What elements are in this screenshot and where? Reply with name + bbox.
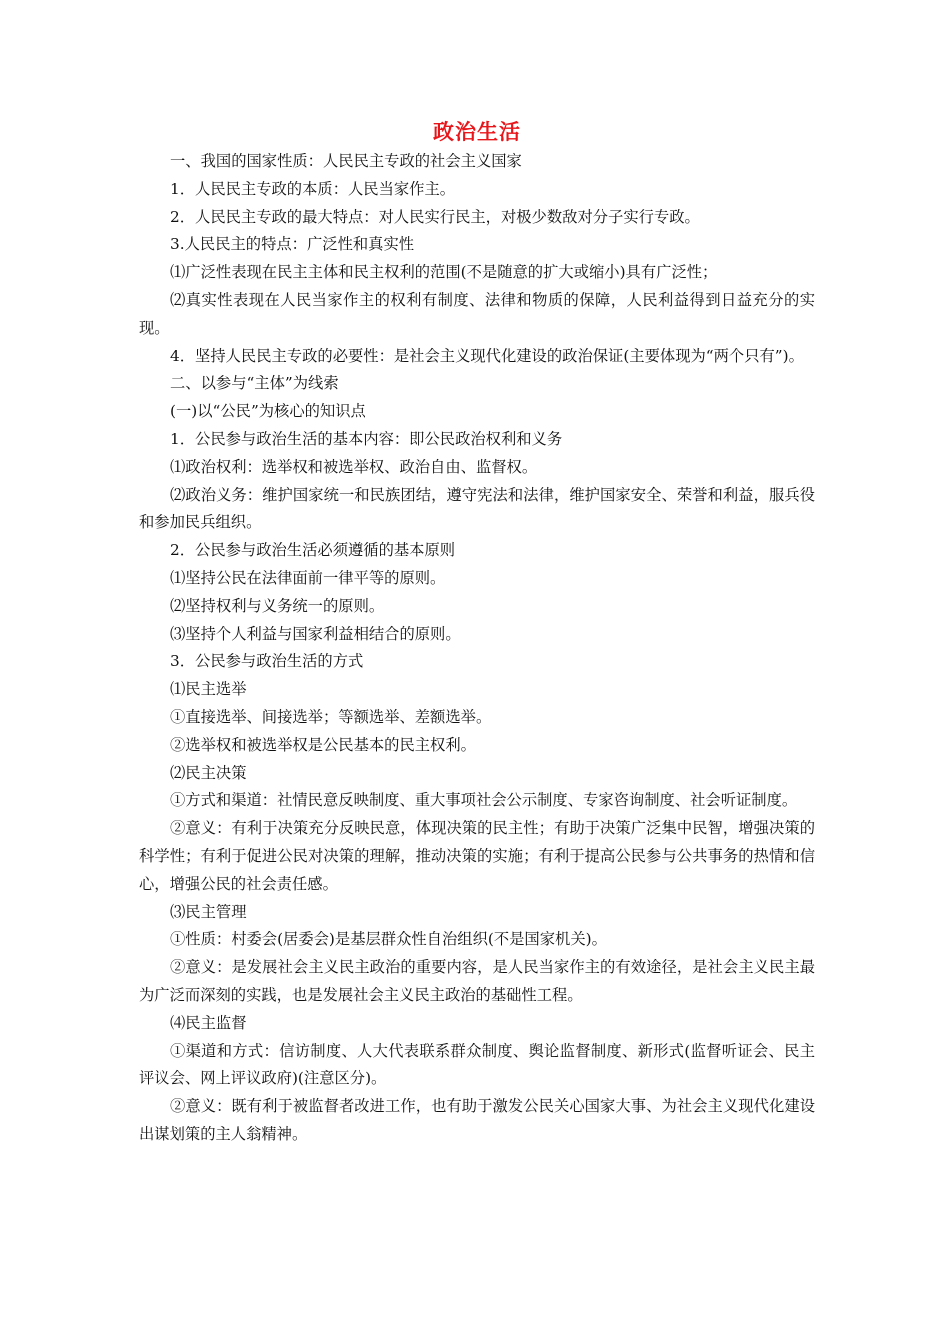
paragraph-supervision-significance: ②意义：既有利于被监督者改进工作，也有助于激发公民关心国家大事、为社会主义现代化建设出谋划策的主人翁精神。: [139, 1097, 815, 1143]
paragraph-section-2-heading: 二、以参与“主体”为线索: [170, 374, 339, 393]
paragraph-election-types: ①直接选举、间接选举；等额选举、差额选举。: [170, 707, 492, 726]
paragraph-democracy-features: 3.人民民主的特点：广泛性和真实性: [170, 235, 415, 254]
paragraph-principle-interests: ⑶坚持个人利益与国家利益相结合的原则。: [170, 624, 461, 643]
paragraph-democratic-election: ⑴民主选举: [170, 680, 247, 699]
paragraph-citizen-heading: (一)以“公民”为核心的知识点: [170, 402, 366, 421]
paragraph-main-feature: 2．人民民主专政的最大特点：对人民实行民主，对极少数敌对分子实行专政。: [170, 207, 700, 226]
paragraph-democratic-supervision: ⑷民主监督: [170, 1013, 247, 1032]
document-title: 政治生活: [433, 120, 521, 144]
paragraph-decision-channels: ①方式和渠道：社情民意反映制度、重大事项社会公示制度、专家咨询制度、社会听证制度。: [170, 791, 798, 810]
paragraph-management-nature: ①性质：村委会(居委会)是基层群众性自治组织(不是国家机关)。: [170, 930, 607, 949]
paragraph-supervision-channels: ①渠道和方式：信访制度、人大代表联系群众制度、舆论监督制度、新形式(监督听证会、民主评议会、网上评议政府)(注意区分)。: [139, 1041, 815, 1088]
paragraph-democratic-management: ⑶民主管理: [170, 902, 247, 921]
paragraph-principle-equality: ⑴坚持公民在法律面前一律平等的原则。: [170, 568, 446, 587]
paragraph-election-rights: ②选举权和被选举权是公民基本的民主权利。: [170, 735, 476, 754]
paragraph-section-1-heading: 一、我国的国家性质：人民民主专政的社会主义国家: [170, 152, 522, 170]
paragraph-participation-ways: 3．公民参与政治生活的方式: [170, 652, 364, 671]
paragraph-decision-significance: ②意义：有利于决策充分反映民意，体现决策的民主性；有助于决策广泛集中民智，增强决策的科学性；有利于促进公民对决策的理解，推动决策的实施；有利于提高公民参与公共事务的热情和信心，增强公民的社会责任感。: [139, 819, 815, 893]
paragraph-political-rights: ⑴政治权利：选举权和被选举权、政治自由、监督权。: [170, 457, 538, 476]
paragraph-democratic-decision: ⑵民主决策: [170, 763, 247, 782]
paragraph-essence: 1．人民民主专政的本质：人民当家作主。: [170, 179, 456, 198]
paragraph-necessity: 4．坚持人民民主专政的必要性：是社会主义现代化建设的政治保证(主要体现为“两个只有”)。: [170, 346, 804, 365]
paragraph-principle-rights-duties: ⑵坚持权利与义务统一的原则。: [170, 596, 385, 615]
paragraph-breadth: ⑴广泛性表现在民主主体和民主权利的范围(不是随意的扩大或缩小)具有广泛性；: [170, 263, 718, 282]
paragraph-management-significance: ②意义：是发展社会主义民主政治的重要内容，是人民当家作主的有效途径，是社会主义民主最为广泛而深刻的实践，也是发展社会主义民主政治的基础性工程。: [139, 958, 815, 1004]
document-page: [139, 118, 815, 1149]
paragraph-authenticity: ⑵真实性表现在人民当家作主的权利有制度、法律和物质的保障，人民利益得到日益充分的实现。: [139, 290, 815, 337]
paragraph-political-duties: ⑵政治义务：维护国家统一和民族团结，遵守宪法和法律，维护国家安全、荣誉和利益，服兵役和参加民兵组织。: [139, 485, 815, 532]
paragraph-basic-content: 1．公民参与政治生活的基本内容：即公民政治权利和义务: [170, 429, 563, 448]
paragraph-basic-principles: 2．公民参与政治生活必须遵循的基本原则: [170, 541, 456, 560]
